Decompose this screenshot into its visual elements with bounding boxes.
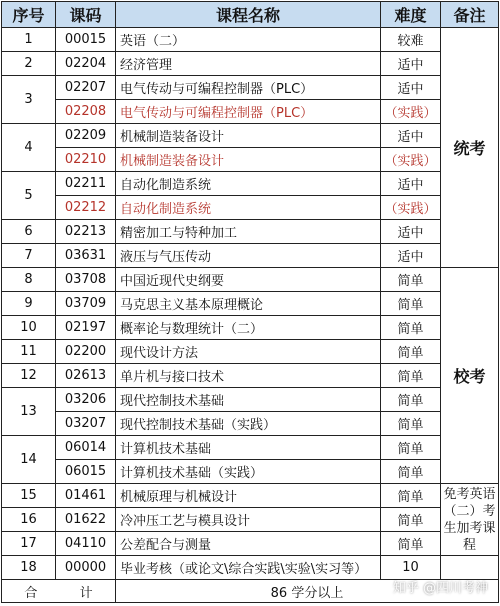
table-row	[2, 292, 499, 316]
table-row	[2, 172, 499, 196]
table-row	[2, 148, 499, 172]
row-code: 03708	[56, 268, 116, 292]
table-row	[2, 484, 499, 508]
row-difficulty: 简单	[381, 484, 441, 508]
row-difficulty: 适中	[381, 220, 441, 244]
table-row	[2, 436, 499, 460]
total-label-right: 计	[79, 585, 93, 601]
row-course-name: 毕业考核（或论文\综合实践\实验\实习等）	[116, 556, 381, 580]
row-code: 01461	[56, 484, 116, 508]
row-difficulty: 适中	[381, 76, 441, 100]
row-code: 00000	[56, 556, 116, 580]
table-header-row	[2, 2, 499, 28]
course-table	[1, 1, 499, 603]
table-row	[2, 76, 499, 100]
row-course-name: 电气传动与可编程控制器（PLC）	[116, 76, 381, 100]
row-course-name: 冷冲压工艺与模具设计	[116, 508, 381, 532]
header-difficulty: 难度	[381, 2, 441, 28]
row-course-name: 单片机与接口技术	[116, 364, 381, 388]
row-difficulty: 简单	[381, 388, 441, 412]
table-row	[2, 28, 499, 52]
row-course-name: 计算机技术基础（实践）	[116, 460, 381, 484]
row-course-name: 机械制造装备设计	[116, 148, 381, 172]
table-row	[2, 220, 499, 244]
row-course-name: 机械制造装备设计	[116, 124, 381, 148]
row-code: 04110	[56, 532, 116, 556]
header-name: 课程名称	[116, 2, 381, 28]
row-seq: 12	[2, 364, 56, 388]
table-row	[2, 244, 499, 268]
row-code: 02208	[56, 100, 116, 124]
row-code: 02207	[56, 76, 116, 100]
row-seq: 1	[2, 28, 56, 52]
row-seq: 3	[2, 76, 56, 124]
row-difficulty: （实践）	[381, 148, 441, 172]
row-code: 03206	[56, 388, 116, 412]
row-difficulty: 适中	[381, 52, 441, 76]
row-seq: 13	[2, 388, 56, 436]
row-code: 02209	[56, 124, 116, 148]
row-seq: 11	[2, 340, 56, 364]
row-course-name: 自动化制造系统	[116, 196, 381, 220]
row-code: 03709	[56, 292, 116, 316]
table-row	[2, 460, 499, 484]
total-label	[2, 580, 116, 603]
row-seq: 8	[2, 268, 56, 292]
row-code: 00015	[56, 28, 116, 52]
row-seq: 6	[2, 220, 56, 244]
row-code: 06015	[56, 460, 116, 484]
row-course-name: 概率论与数理统计（二）	[116, 316, 381, 340]
row-difficulty: 简单	[381, 316, 441, 340]
row-code: 02200	[56, 340, 116, 364]
row-code: 03631	[56, 244, 116, 268]
row-course-name: 公差配合与测量	[116, 532, 381, 556]
table-row	[2, 124, 499, 148]
row-code: 02213	[56, 220, 116, 244]
row-difficulty: 简单	[381, 508, 441, 532]
remark-exempt-english: 免考英语（二）考生加考课程	[441, 484, 499, 556]
row-course-name: 液压与气压传动	[116, 244, 381, 268]
remark-unified-exam: 统考	[441, 28, 499, 268]
table-row	[2, 412, 499, 436]
header-seq: 序号	[2, 2, 56, 28]
table-row	[2, 52, 499, 76]
row-code: 03207	[56, 412, 116, 436]
row-difficulty: 适中	[381, 172, 441, 196]
row-course-name: 精密加工与特种加工	[116, 220, 381, 244]
row-difficulty: 适中	[381, 244, 441, 268]
row-difficulty: 简单	[381, 436, 441, 460]
table-row	[2, 556, 499, 580]
table-row	[2, 532, 499, 556]
row-difficulty: 简单	[381, 364, 441, 388]
row-seq: 14	[2, 436, 56, 484]
row-difficulty: 简单	[381, 460, 441, 484]
row-seq: 10	[2, 316, 56, 340]
row-difficulty: 10	[381, 556, 441, 580]
row-course-name: 现代控制技术基础（实践）	[116, 412, 381, 436]
row-difficulty: （实践）	[381, 100, 441, 124]
row-code: 02197	[56, 316, 116, 340]
row-seq: 17	[2, 532, 56, 556]
table-row	[2, 364, 499, 388]
table-row	[2, 340, 499, 364]
table-row	[2, 508, 499, 532]
row-seq: 2	[2, 52, 56, 76]
row-difficulty: （实践）	[381, 196, 441, 220]
row-seq: 16	[2, 508, 56, 532]
row-seq: 15	[2, 484, 56, 508]
row-course-name: 电气传动与可编程控制器（PLC）	[116, 100, 381, 124]
row-course-name: 现代控制技术基础	[116, 388, 381, 412]
row-seq: 4	[2, 124, 56, 172]
table-row	[2, 100, 499, 124]
row-difficulty: 简单	[381, 292, 441, 316]
row-course-name: 自动化制造系统	[116, 172, 381, 196]
row-course-name: 英语（二）	[116, 28, 381, 52]
row-difficulty: 简单	[381, 532, 441, 556]
watermark: 知乎 @四川考神	[392, 581, 488, 596]
row-course-name: 现代设计方法	[116, 340, 381, 364]
row-course-name: 经济管理	[116, 52, 381, 76]
table-row	[2, 388, 499, 412]
row-code: 02212	[56, 196, 116, 220]
row-difficulty: 适中	[381, 124, 441, 148]
row-course-name: 马克思主义基本原理概论	[116, 292, 381, 316]
table-row	[2, 316, 499, 340]
row-code: 01622	[56, 508, 116, 532]
row-difficulty: 简单	[381, 412, 441, 436]
row-code: 02211	[56, 172, 116, 196]
row-code: 02204	[56, 52, 116, 76]
total-credits: 86 学分以上	[116, 580, 499, 603]
remark-school-exam: 校考	[441, 268, 499, 484]
row-code: 06014	[56, 436, 116, 460]
row-course-name: 中国近现代史纲要	[116, 268, 381, 292]
row-remark-empty	[441, 556, 499, 580]
table-row	[2, 268, 499, 292]
row-code: 02210	[56, 148, 116, 172]
row-seq: 18	[2, 556, 56, 580]
row-seq: 7	[2, 244, 56, 268]
row-difficulty: 较难	[381, 28, 441, 52]
row-difficulty: 简单	[381, 340, 441, 364]
header-code: 课码	[56, 2, 116, 28]
row-seq: 5	[2, 172, 56, 220]
table-row	[2, 196, 499, 220]
row-course-name: 机械原理与机械设计	[116, 484, 381, 508]
row-course-name: 计算机技术基础	[116, 436, 381, 460]
row-code: 02613	[56, 364, 116, 388]
total-label-left: 合	[24, 585, 38, 601]
row-difficulty: 简单	[381, 268, 441, 292]
header-remark: 备注	[441, 2, 499, 28]
row-seq: 9	[2, 292, 56, 316]
